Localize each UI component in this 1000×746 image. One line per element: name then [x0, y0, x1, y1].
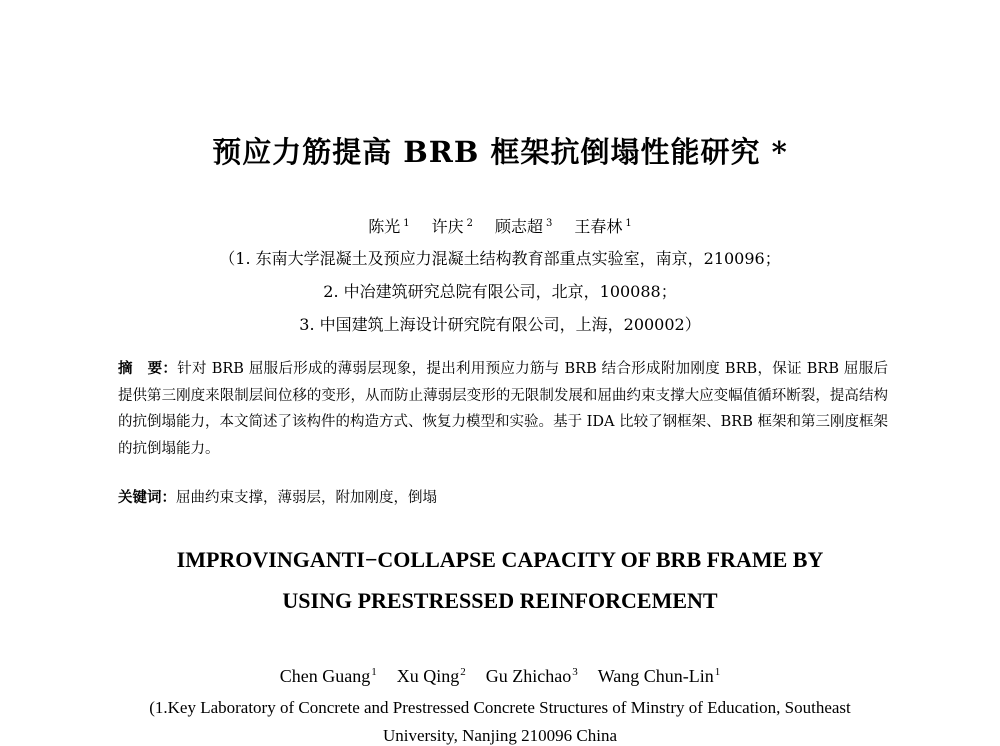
- author-en: Xu Qing$^2$: [396, 666, 466, 686]
- paper-title-zh: 预应力筋提高 BRB 框架抗倒塌性能研究 *: [212, 135, 788, 169]
- author-zh: 许庆 $^2$: [431, 217, 473, 236]
- author-zh: 顾志超 $^3$: [495, 217, 553, 236]
- author-list-en: [0, 666, 1000, 687]
- abstract-label: 摘 要：: [118, 360, 178, 377]
- paper-title-en-line-2: USING PRESTRESSED REINFORCEMENT: [282, 588, 718, 613]
- author-en: Gu Zhichao$^3$: [485, 666, 578, 686]
- affiliation-zh-2: 2. 中冶建筑研究总院有限公司，北京，100088；: [323, 282, 677, 301]
- affiliation-en-line-1: (1.Key Laboratory of Concrete and Prestressed Concrete Structures of Minstry of Education, Southeast: [149, 698, 851, 717]
- author-zh: 陈光 $^1$: [368, 217, 410, 236]
- affiliation-zh-3: 3. 中国建筑上海设计研究院有限公司，上海，200002）: [299, 315, 701, 334]
- abstract-text: 针对 BRB 屈服后形成的薄弱层现象，提出利用预应力筋与 BRB 结合形成附加刚度 BRB，保证 BRB 屈服后提供第三刚度来限制层间位移的变形，从而防止薄弱层变形的无限制发展和屈曲约束支撑大应变幅值循环断裂，提高结构的抗倒塌能力，本文简述了该构件的构造方式、恢复力模型和实验。基于 IDA 比较了钢框架、BRB 框架和第三刚度框架的抗倒塌能力。: [118, 361, 888, 457]
- abstract-zh: [118, 356, 888, 462]
- author-zh: 王春林 $^1$: [574, 217, 632, 236]
- author-list-zh: [0, 214, 1000, 237]
- author-en: Wang Chun-Lin$^1$: [597, 666, 721, 686]
- keywords-label: 关键词：: [118, 489, 176, 506]
- affiliation-en-line-2: University, Nanjing 210096 China: [382, 726, 618, 745]
- keywords-zh: [118, 486, 888, 507]
- paper-title-en-line-1: IMPROVINGANTI−COLLAPSE CAPACITY OF BRB FRAME BY: [176, 547, 824, 572]
- author-en: Chen Guang$^1$: [279, 666, 377, 686]
- affiliation-zh-1: （1. 东南大学混凝土及预应力混凝土结构教育部重点实验室，南京，210096；: [219, 249, 781, 268]
- keywords-text: 屈曲约束支撑，薄弱层，附加刚度，倒塌: [176, 490, 437, 506]
